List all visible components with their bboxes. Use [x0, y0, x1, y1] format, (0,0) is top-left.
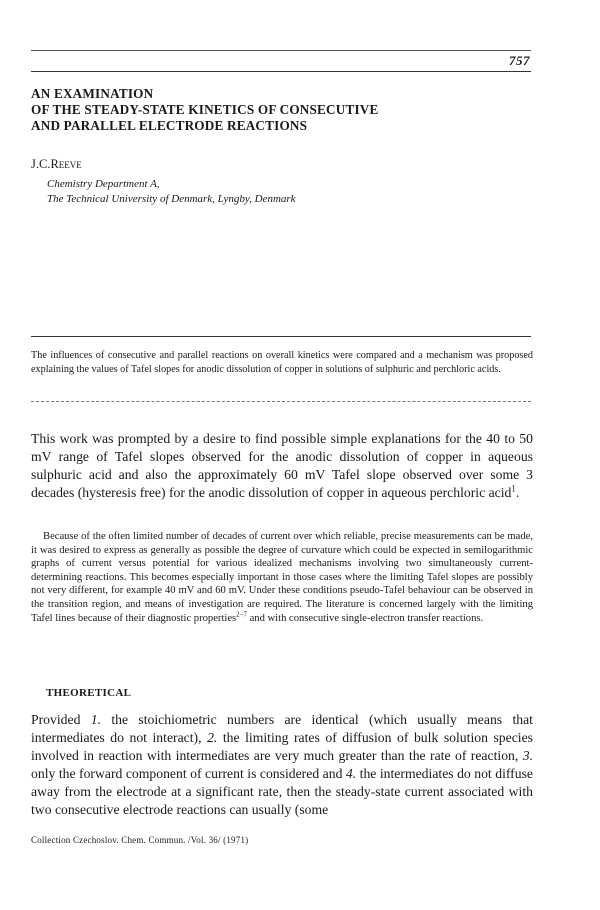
paragraph-text: Because of the often limited number of decades of current over which reliable, precise measurements can be made, it was desired to express as generally as possible the degree of curvature which could be expected in semilogarithmic graphs of current versus potential for various idealized mechanisms involving two simultaneously current-determining reactions. This becomes especially important in those cases where the limiting Tafel slopes are possibly not very different, for example 40 mV and 60 mV. Under these conditions pseudo-Tafel behaviour can be observed in the transition region, and means of investigation are required. The literature is concerned largely with the limiting Tafel lines because of their diagnostic properties — [31, 531, 533, 624]
body-paragraph-small — [31, 530, 533, 625]
citation-ref: 1 — [511, 483, 516, 494]
abstract-rule-top — [31, 336, 531, 337]
author-name — [31, 157, 82, 172]
condition-number: 3. — [522, 748, 533, 763]
header-rule-bottom — [31, 71, 531, 72]
author-affiliation — [47, 177, 296, 207]
title-line: AND PARALLEL ELECTRODE REACTIONS — [31, 118, 308, 133]
condition-text: the stoichiometric numbers are identical (which usually means that intermediates do not interact), — [31, 712, 533, 745]
abstract-rule-bottom — [31, 401, 531, 402]
intro-end: . — [515, 485, 520, 500]
condition-text: the limiting rates of diffusion of bulk solution species involved in reaction with intermediates are very much greater than the rate of reaction, — [31, 730, 533, 763]
intro-text: This work was prompted by a desire to find possible simple explanations for the 40 to 50 mV range of Tafel slopes observed for the anodic dissolution of copper in aqueous sulphuric acid and also the approximately 60 mV Tafel slope observed over some 3 decades (hysteresis free) for the anodic dissolution of copper in aqueous perchloric acid — [31, 431, 533, 500]
affiliation-line: Chemistry Department A, — [47, 178, 160, 190]
condition-number: 1. — [90, 712, 102, 727]
affiliation-line: The Technical University of Denmark, Lyngby, Denmark — [47, 193, 296, 205]
condition-number: 2. — [207, 730, 218, 745]
theory-paragraph — [31, 711, 533, 819]
intro-paragraph — [31, 430, 533, 502]
condition-text: the intermediates do not diffuse away from the electrode at a significant rate, then the steady-state current associated with two consecutive electrode reactions can usually (some — [31, 766, 533, 817]
theory-lead: Provided — [31, 712, 91, 727]
condition-number: 4. — [345, 766, 357, 781]
author-surname: Reeve — [50, 157, 82, 171]
title-line: AN EXAMINATION — [31, 86, 154, 101]
page-number: 757 — [509, 53, 530, 68]
author-initials: J.C. — [31, 157, 51, 171]
title-line: OF THE STEADY-STATE KINETICS OF CONSECUTIVE — [31, 102, 379, 117]
citation-refs: 2−7 — [236, 611, 247, 619]
abstract: The influences of consecutive and parallel reactions on overall kinetics were compared and a mechanism was proposed explaining the values of Tafel slopes for anodic dissolution of copper in solutions of sulphuric and perchloric acids. — [31, 350, 533, 375]
journal-footer: Collection Czechoslov. Chem. Commun. /Vol. 36/ (1971) — [31, 835, 249, 845]
section-heading: THEORETICAL — [46, 687, 132, 699]
article-title — [31, 86, 551, 134]
condition-text: only the forward component of current is considered and — [31, 766, 346, 781]
header-rule-top — [31, 50, 531, 51]
paragraph-tail: and with consecutive single-electron transfer reactions. — [246, 612, 484, 624]
